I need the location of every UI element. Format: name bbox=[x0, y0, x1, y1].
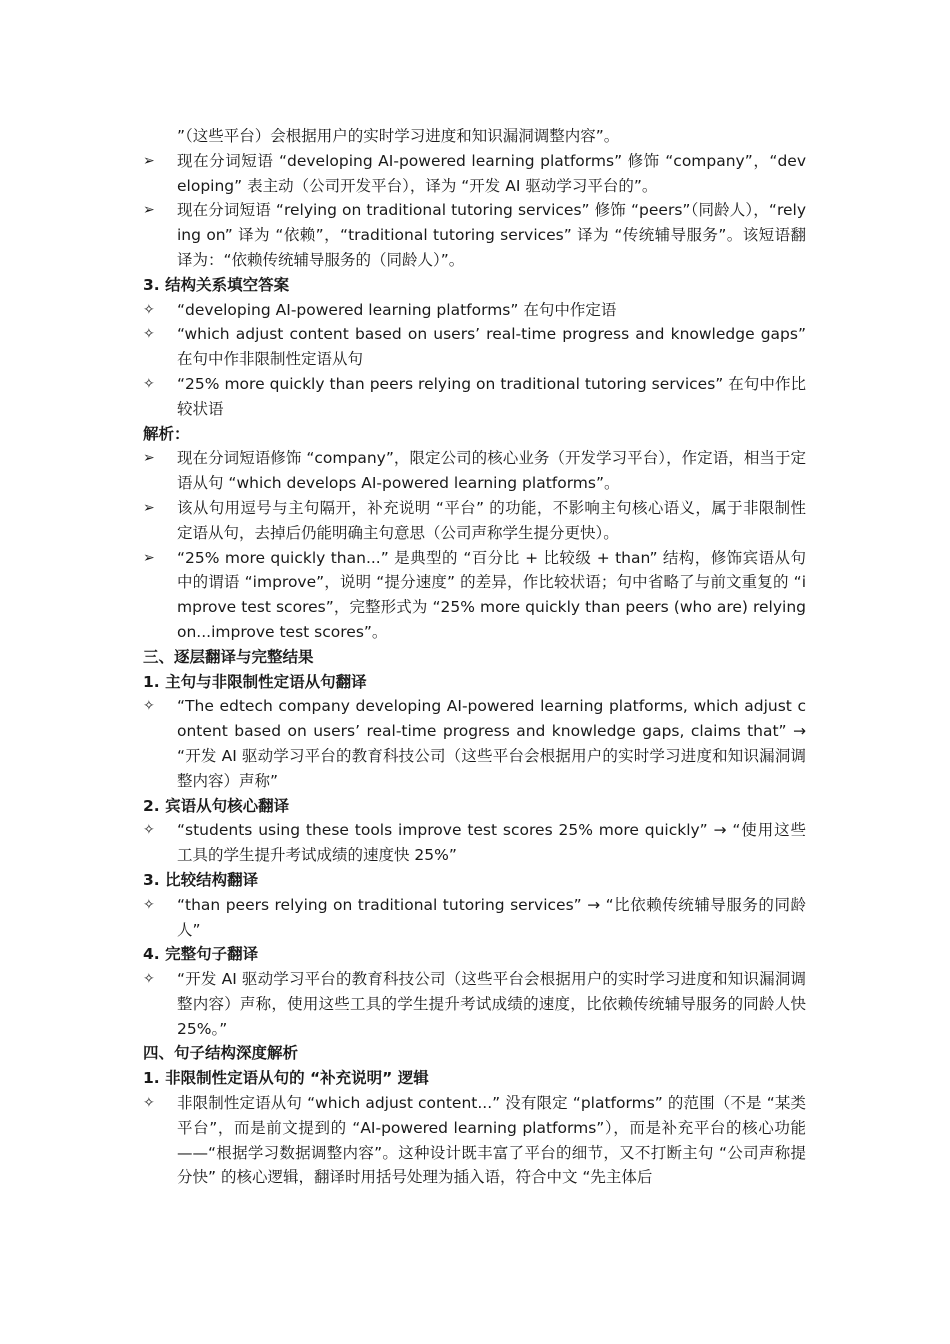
diamond-list-item bbox=[143, 298, 806, 323]
section-heading: 1. 非限制性定语从句的 “补充说明” 逻辑 bbox=[143, 1069, 429, 1088]
list-item-text: “which adjust content based on users’ real-time progress and knowledge gaps” 在句中作非限制性定语从句 bbox=[177, 325, 806, 369]
arrow-list-item bbox=[143, 198, 806, 272]
diamond-bullet-icon: ✧ bbox=[143, 1095, 155, 1112]
diamond-list-item bbox=[143, 967, 806, 1041]
continuation-text: ”（这些平台）会根据用户的实时学习进度和知识漏洞调整内容”。 bbox=[177, 127, 620, 145]
arrow-bullet-icon: ➢ bbox=[143, 152, 155, 169]
list-item-text: “25% more quickly than...” 是典型的 “百分比 + 比较级 + than” 结构，修饰宾语从句中的谓语 “improve”，说明 “提分速度” 的差异，作比较状语；句中省略了与前文重复的 “improve test scores”，完整形式为 “25% more quickly than peers (who are) relying on...improve test scores”。 bbox=[177, 548, 806, 641]
diamond-list-item bbox=[143, 893, 806, 943]
diamond-list-item bbox=[143, 818, 806, 868]
diamond-bullet-icon: ✧ bbox=[143, 698, 155, 715]
diamond-list-item bbox=[143, 372, 806, 422]
list-item-text: “developing AI-powered learning platforms” 在句中作定语 bbox=[177, 300, 617, 319]
list-item-text: “students using these tools improve test scores 25% more quickly” → “使用这些工具的学生提升考试成绩的速度快 25%” bbox=[177, 821, 806, 865]
list-item-text: “The edtech company developing AI-powered learning platforms, which adjust content based on users’ real-time progress and knowledge gaps, claims that” → “开发 AI 驱动学习平台的教育科技公司（这些平台会根据用户的实时学习进度和知识漏洞调整内容）声称” bbox=[177, 697, 806, 790]
arrow-list-item bbox=[143, 149, 806, 199]
arrow-list-item bbox=[143, 546, 806, 645]
section-heading: 3. 结构关系填空答案 bbox=[143, 275, 290, 294]
list-item-text: 非限制性定语从句 “which adjust content...” 没有限定 “platforms” 的范围（不是 “某类平台”，而是前文提到的 “AI-powered learning platforms”），而是补充平台的核心功能 ——“根据学习数据调整内容”。这种设计既丰富了平台的细节，又不打断主句 “公司声称提分快” 的核心逻辑，翻译时用括号处理为插入语，符合中文 “先主体后 bbox=[177, 1094, 806, 1187]
arrow-list-item bbox=[143, 446, 806, 496]
section-heading: 四、句子结构深度解析 bbox=[143, 1044, 299, 1063]
arrow-bullet-icon: ➢ bbox=[143, 549, 155, 566]
section-heading: 解析： bbox=[143, 424, 190, 443]
section-heading: 三、逐层翻译与完整结果 bbox=[143, 647, 314, 666]
diamond-bullet-icon: ✧ bbox=[143, 375, 155, 392]
list-item-text: “than peers relying on traditional tutoring services” → “比依赖传统辅导服务的同龄人” bbox=[177, 895, 806, 939]
list-item-text: 现在分词短语 “relying on traditional tutoring services” 修饰 “peers”（同龄人），“relying on” 译为 “依赖”，“traditional tutoring services” 译为 “传统辅导服务”。该短语翻译为：“依赖传统辅导服务的（同龄人）”。 bbox=[177, 201, 806, 269]
arrow-list-item bbox=[143, 496, 806, 546]
section-heading: 4. 完整句子翻译 bbox=[143, 945, 259, 964]
list-item-text: 现在分词短语 “developing AI-powered learning platforms” 修饰 “company”，“developing” 表主动（公司开发平台），译为 “开发 AI 驱动学习平台的”。 bbox=[177, 151, 806, 195]
section-heading: 3. 比较结构翻译 bbox=[143, 870, 259, 889]
arrow-bullet-icon: ➢ bbox=[143, 499, 155, 516]
list-item-text: “开发 AI 驱动学习平台的教育科技公司（这些平台会根据用户的实时学习进度和知识漏洞调整内容）声称，使用这些工具的学生提升考试成绩的速度，比依赖传统辅导服务的同龄人快 25%。” bbox=[177, 970, 806, 1038]
list-item-text: 现在分词短语修饰 “company”，限定公司的核心业务（开发学习平台），作定语，相当于定语从句 “which develops AI-powered learning platforms”。 bbox=[177, 449, 806, 493]
diamond-bullet-icon: ✧ bbox=[143, 822, 155, 839]
diamond-list-item bbox=[143, 322, 806, 372]
list-item-text: 该从句用逗号与主句隔开，补充说明 “平台” 的功能，不影响主句核心语义，属于非限制性定语从句，去掉后仍能明确主句意思（公司声称学生提分更快）。 bbox=[177, 498, 806, 542]
diamond-list-item bbox=[143, 694, 806, 793]
section-heading: 2. 宾语从句核心翻译 bbox=[143, 796, 290, 815]
document-page bbox=[143, 124, 806, 1190]
diamond-bullet-icon: ✧ bbox=[143, 326, 155, 343]
section-heading: 1. 主句与非限制性定语从句翻译 bbox=[143, 672, 367, 691]
diamond-bullet-icon: ✧ bbox=[143, 301, 155, 318]
arrow-bullet-icon: ➢ bbox=[143, 202, 155, 219]
diamond-bullet-icon: ✧ bbox=[143, 971, 155, 988]
diamond-list-item bbox=[143, 1091, 806, 1190]
list-item-text: “25% more quickly than peers relying on traditional tutoring services” 在句中作比较状语 bbox=[177, 374, 806, 418]
diamond-bullet-icon: ✧ bbox=[143, 896, 155, 913]
arrow-bullet-icon: ➢ bbox=[143, 450, 155, 467]
